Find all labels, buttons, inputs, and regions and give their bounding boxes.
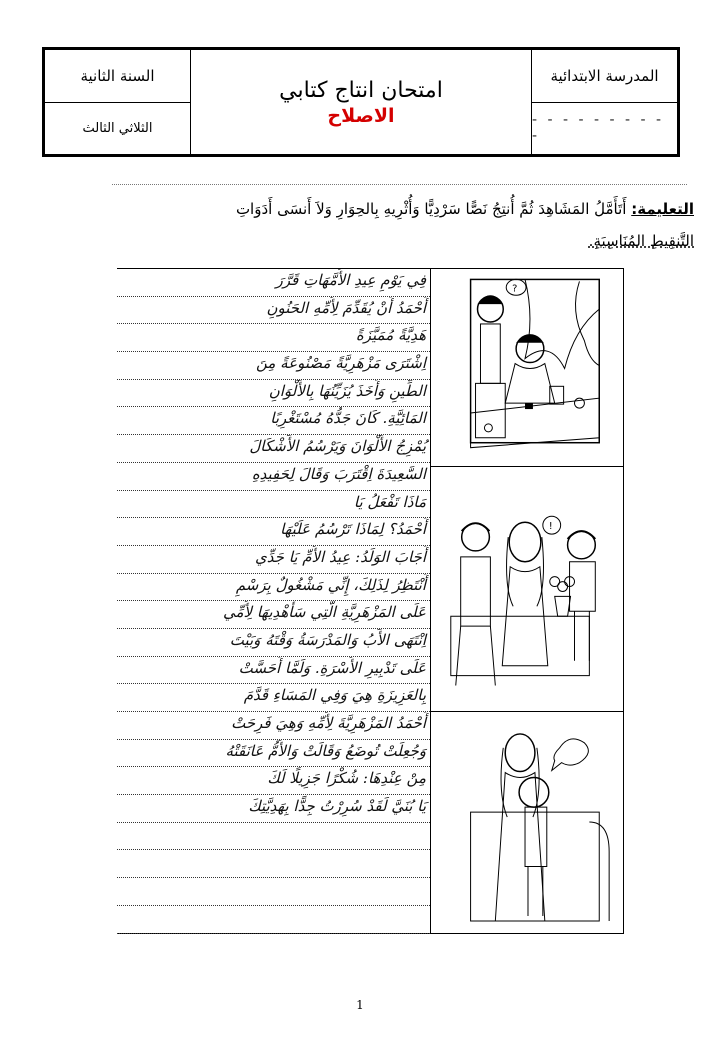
handwriting-line: [117, 823, 430, 851]
handwriting-line: وَجُعِلَتْ تُوضَعُ وَقَالَتْ وَالأُمُّ عَانَقَتْهُ: [117, 740, 430, 768]
handwriting-line: أَحْمَدُ المَزْهَرِيَّةَ لِأُمِّهِ وَهِيَ فَرِحَتْ: [117, 712, 430, 740]
school-name: المدرسة الابتدائية: [550, 67, 659, 85]
school-year: السنة الثانية: [80, 67, 155, 85]
instruction-label: التعليمة:: [631, 200, 694, 218]
scene-1-painting: [431, 269, 623, 467]
instruction-continuation: التَّنقِيطِ المُنَاسِبَةِ.: [588, 232, 694, 250]
handwriting-line: مِنْ عِنْدِهَا: شُكْرًا جَزِيلًا لَكَ: [117, 767, 430, 795]
scene-1-illustration: [431, 269, 623, 466]
school-cell: [532, 50, 677, 103]
header-table: [42, 47, 680, 157]
handwriting-line: أَحْمَدُ؟ لِمَاذَا تَرْسُمُ عَلَيْهَا: [117, 518, 430, 546]
svg-text:?: ?: [512, 283, 518, 295]
school-blank: - - - - - - - - - -: [532, 112, 665, 144]
handwriting-line: يَا بُنَيَّ لَقَدْ سُرِرْتُ جِدًّا بِهَدِيَّتِكَ: [117, 795, 430, 823]
handwriting-line: الطِّينِ وَأَخَذَ يُزَيِّنُهَا بِالأَلْوَانِ: [117, 380, 430, 408]
handwriting-line: يُمْزِجُ الأَلْوَانَ وَيَرْسُمُ الأَشْكَالَ: [117, 435, 430, 463]
handwriting-line: مَاذَا تَفْعَلُ يَا: [117, 491, 430, 519]
handwriting-line: عَلَى تَدْبِيرِ الأُسْرَةِ. وَلَمَّا أَحَسَّتْ: [117, 657, 430, 685]
scene-3-hug: [431, 712, 623, 935]
illustration-column: [430, 268, 624, 934]
handwriting-line: المَائِيَّةِ. كَانَ جَدُّهُ مُسْتَغْرِبًا: [117, 407, 430, 435]
page-number: 1: [356, 998, 364, 1012]
handwriting-line: أَحْمَدُ أَنْ يُقَدِّمَ لِأُمِّهِ الحَنُونِ: [117, 297, 430, 325]
handwriting-line: فِي يَوْمِ عِيدِ الأُمَّهَاتِ قَرَّرَ: [117, 269, 430, 297]
trimester: الثلاثي الثالث: [82, 120, 153, 136]
scene-3-illustration: [431, 712, 623, 935]
handwriting-line: السَّعِيدَةَ اِقْتَرَبَ وَقَالَ لِحَفِيدِهِ: [117, 463, 430, 491]
handwriting-line: بِالعَزِيزَةِ هِيَ وَفِي المَسَاءِ قَدَّمَ: [117, 684, 430, 712]
header-left-cell: [45, 50, 191, 154]
handwriting-line: أَجَابَ الوَلَدُ: عِيدُ الأُمِّ يَا جَدِّي: [117, 546, 430, 574]
handwriting-line: [117, 850, 430, 878]
handwriting-line: عَلَى المَزْهَرِيَّةِ الَّتِي سَأُهْدِيهَا لِأُمِّي: [117, 601, 430, 629]
exam-title: امتحان انتاج كتابي: [279, 77, 443, 103]
handwriting-line: [117, 906, 430, 934]
handwriting-line: [117, 878, 430, 906]
header-title-cell: [191, 50, 532, 154]
scene-2-family: [431, 467, 623, 712]
handwriting-line: أَنْتَظِرُ لِذَلِكَ، إِنِّي مَشْغُولٌ بِرَسْمِ: [117, 574, 430, 602]
instruction-text: أَتَأَمَّلُ المَشَاهِدَ ثُمَّ أُنتِجُ نَصًّا سَرْدِيًّا وَأُثْرِيهِ بِالحِوَارِ وَلاَ أَنسَى أَدَوَاتِ: [235, 200, 627, 218]
exam-subtitle: الاصلاح: [327, 104, 395, 127]
handwriting-line: هَدِيَّةً مُمَيَّزَةً: [117, 324, 430, 352]
svg-text:!: !: [548, 521, 553, 533]
year-cell: [45, 50, 190, 103]
instruction: [104, 190, 694, 228]
handwriting-line: اِنْتَهَى الأَبُ وَالمَدْرَسَةُ وَقْتَهُ وَبَيْتَ: [117, 629, 430, 657]
school-blank-cell: [532, 102, 677, 154]
scene-2-illustration: [431, 467, 623, 711]
separator-line: [112, 184, 687, 185]
header-right-cell: [532, 50, 677, 154]
handwriting-line: اِشْتَرَى مَزْهَرِيَّةً مَصْنُوعَةً مِنَ: [117, 352, 430, 380]
trimester-cell: [45, 102, 190, 154]
writing-area: [117, 268, 430, 934]
